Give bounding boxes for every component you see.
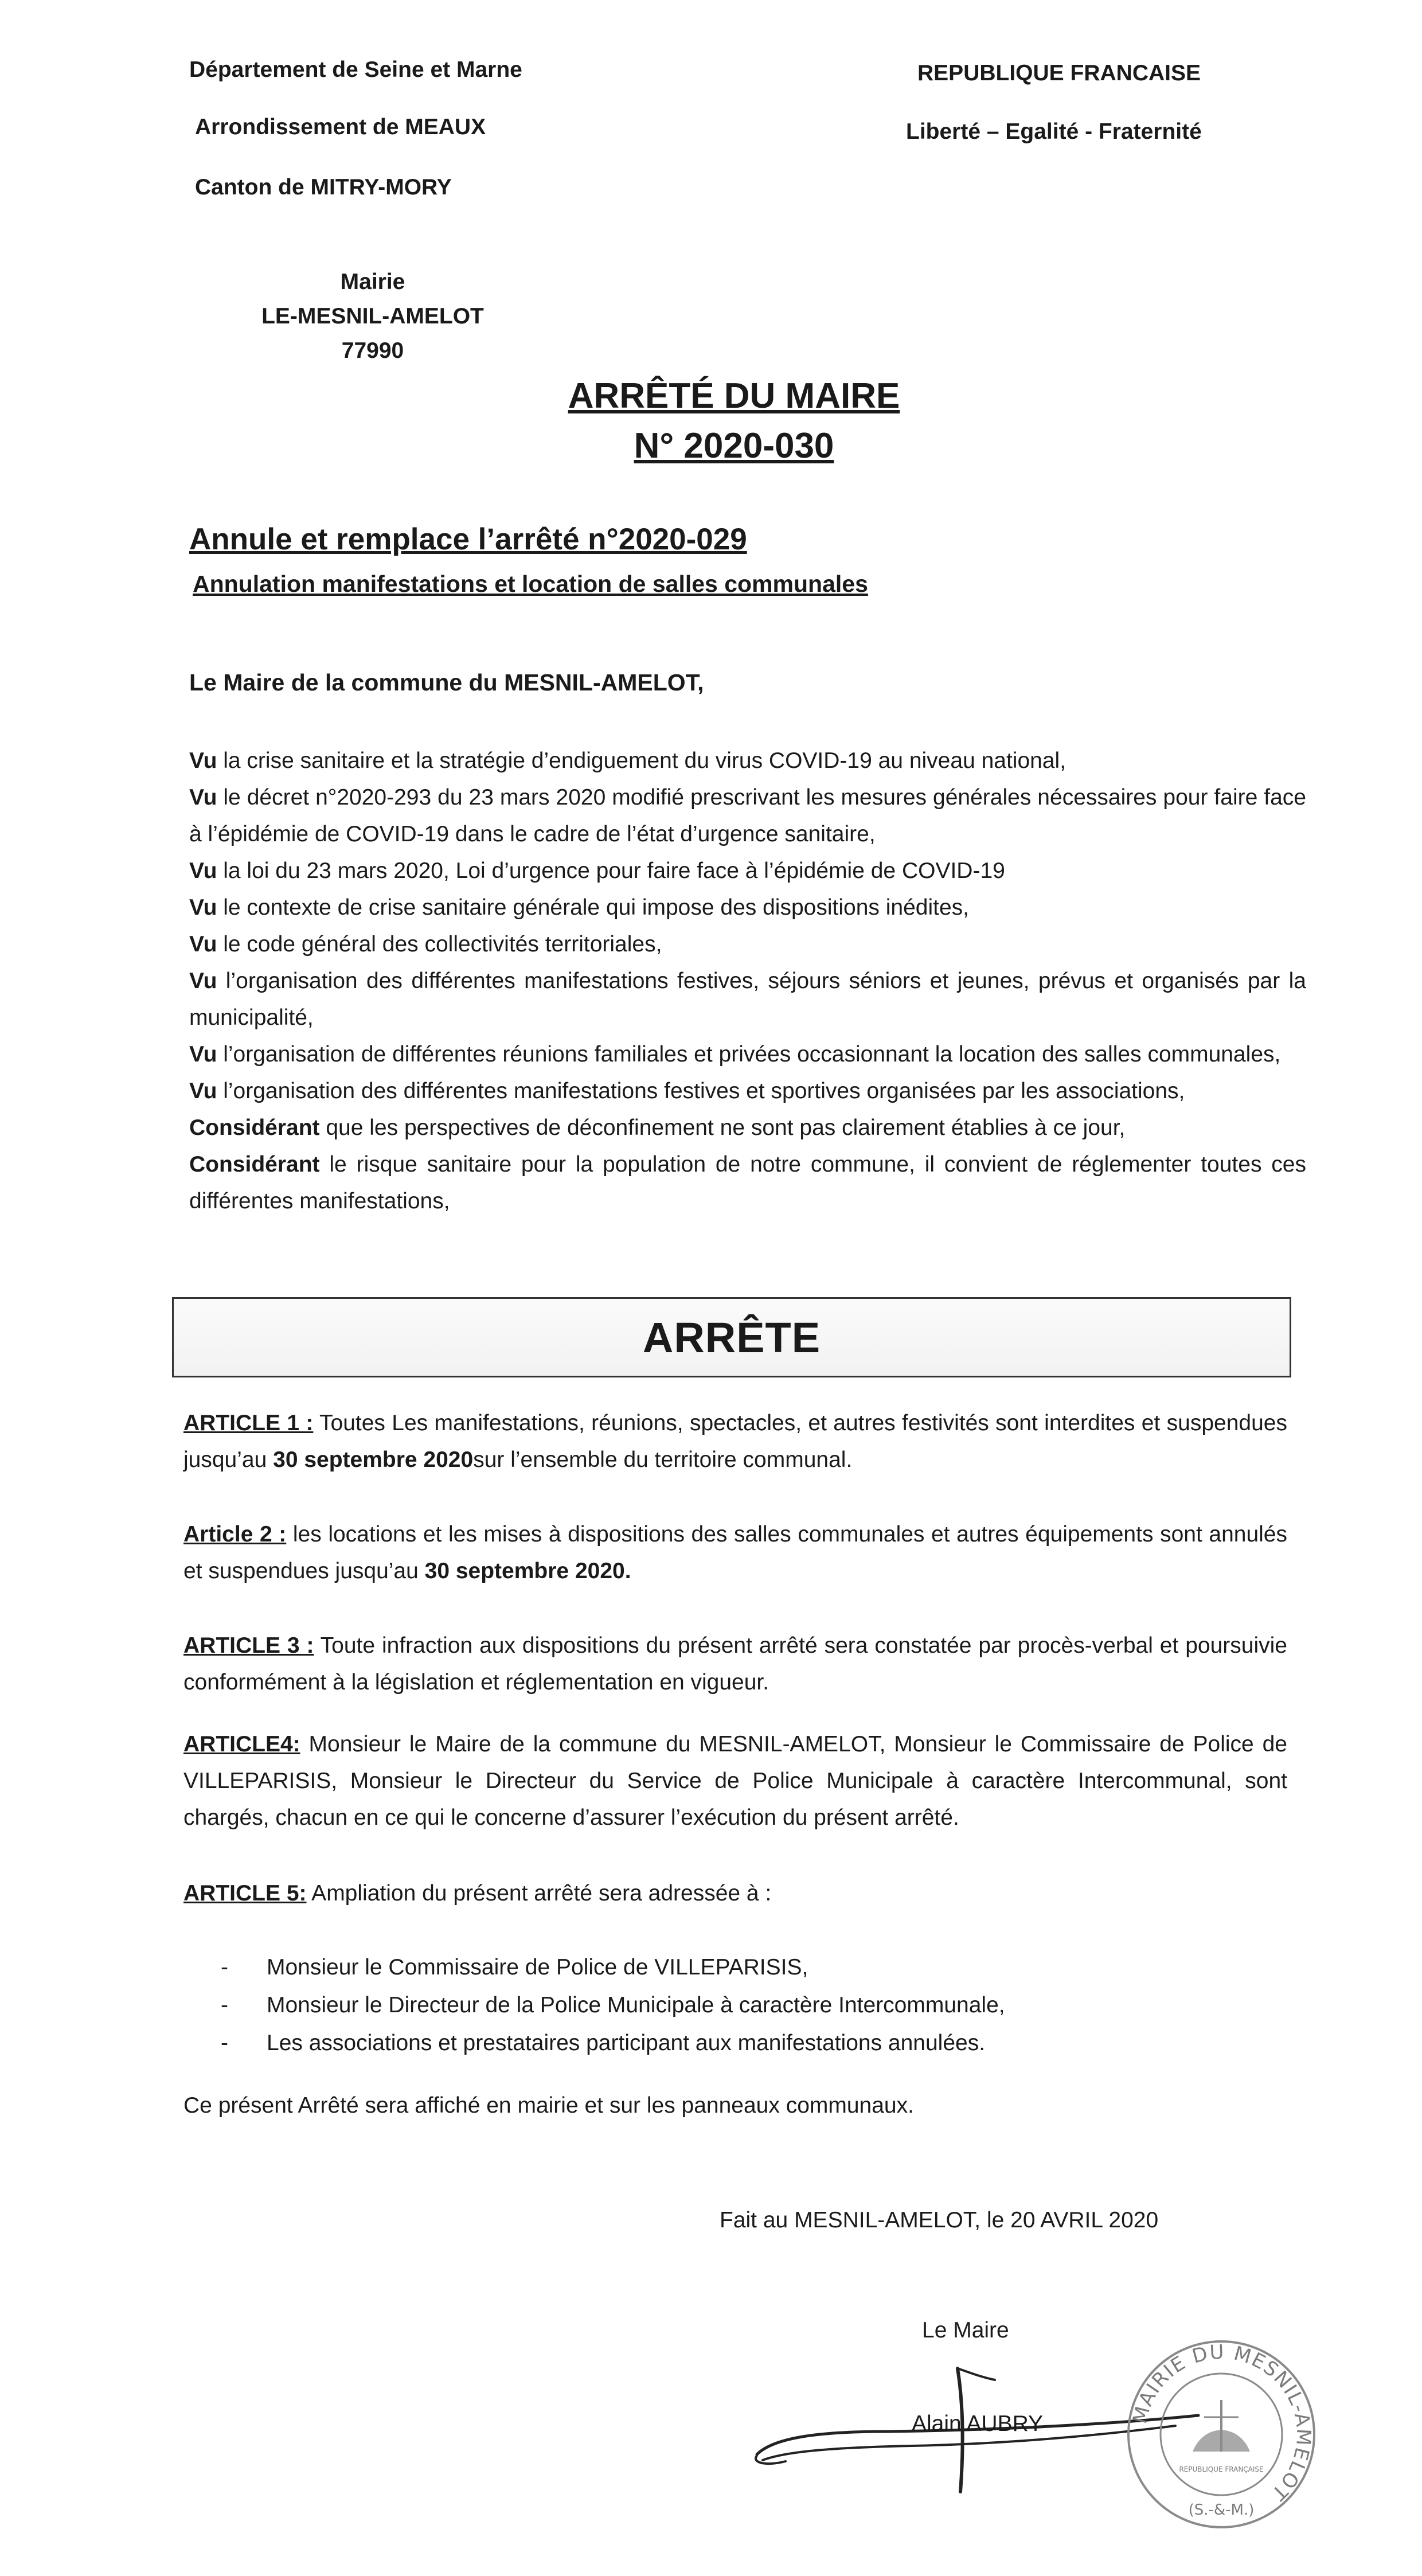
consideration-item: Vu l’organisation des différentes manifestations festives, séjours séniors et jeunes, prévus et organisés par la municipalité, <box>189 969 1306 1030</box>
signatory-name: Alain AUBRY <box>912 2411 1044 2436</box>
consideration-item: Vu l’organisation des différentes manifestations festives et sportives organisées par les associations, <box>189 1079 1185 1103</box>
article-1-text-end: sur l’ensemble du territoire communal. <box>473 1447 853 1472</box>
consideration-item: Vu l’organisation de différentes réunions familiales et privées occasionnant la location des salles communales, <box>189 1042 1281 1067</box>
consideration-item: Vu la loi du 23 mars 2020, Loi d’urgence pour faire face à l’épidémie de COVID-19 <box>189 858 1005 883</box>
article-5 <box>183 1875 1287 1912</box>
postcode-label: 77990 <box>341 338 404 363</box>
replaces-heading: Annule et remplace l’arrêté n°2020-029 <box>189 522 747 556</box>
svg-text:REPUBLIQUE FRANÇAISE: REPUBLIQUE FRANÇAISE <box>1179 2465 1264 2473</box>
article-3-label: ARTICLE 3 : <box>183 1633 314 1658</box>
signatory-role: Le Maire <box>922 2318 1009 2343</box>
document-number: N° 2020-030 <box>634 426 834 466</box>
official-stamp <box>1124 2337 1319 2532</box>
consideration-item: Considérant que les perspectives de déconfinement ne sont pas clairement établies à ce jour, <box>189 1115 1126 1140</box>
arrete-heading-box <box>172 1297 1291 1377</box>
recipients-list <box>221 1949 1253 2062</box>
canton-label: Canton de MITRY-MORY <box>195 175 452 200</box>
list-item: - Monsieur le Directeur de la Police Municipale à caractère Intercommunale, <box>221 1993 1005 2017</box>
article-5-text: Ampliation du présent arrêté sera adressée à : <box>306 1881 772 1906</box>
article-2-label: Article 2 : <box>183 1522 287 1547</box>
posting-notice: Ce présent Arrêté sera affiché en mairie et sur les panneaux communaux. <box>183 2093 914 2118</box>
article-3-text: Toute infraction aux dispositions du présent arrêté sera constatée par procès-verbal et poursuivie conformément à la législation et réglementation en vigueur. <box>183 1633 1287 1695</box>
consideration-item: Considérant le risque sanitaire pour la population de notre commune, il convient de réglementer toutes ces différentes manifestations, <box>189 1152 1306 1213</box>
intro-line: Le Maire de la commune du MESNIL-AMELOT, <box>189 669 704 696</box>
department-label: Département de Seine et Marne <box>189 57 522 82</box>
consideration-item: Vu le décret n°2020-293 du 23 mars 2020 modifié prescrivant les mesures générales nécessaires pour faire face à l’épidémie de COVID-19 dans le cadre de l’état d’urgence sanitaire, <box>189 785 1306 846</box>
commune-label: LE-MESNIL-AMELOT <box>261 304 484 329</box>
list-item: - Monsieur le Commissaire de Police de VILLEPARISIS, <box>221 1955 808 1980</box>
svg-text:(S.-&-M.): (S.-&-M.) <box>1188 2501 1255 2519</box>
article-1-date: 30 septembre 2020 <box>273 1447 474 1472</box>
consideration-item: Vu le code général des collectivités territoriales, <box>189 932 662 957</box>
article-2-text: les locations et les mises à dispositions des salles communales et autres équipements sont annulés et suspendues jusqu’au <box>183 1522 1287 1583</box>
list-item: - Les associations et prestataires participant aux manifestations annulées. <box>221 2031 986 2055</box>
svg-text:MAIRIE DU MESNIL-AMELOT: MAIRIE DU MESNIL-AMELOT <box>1128 2340 1315 2505</box>
subject-heading: Annulation manifestations et location de salles communales <box>193 571 868 597</box>
considerations-block <box>189 743 1306 1220</box>
article-4-label: ARTICLE4: <box>183 1732 300 1757</box>
article-1 <box>183 1405 1287 1478</box>
date-place-line: Fait au MESNIL-AMELOT, le 20 AVRIL 2020 <box>720 2208 1159 2232</box>
article-5-label: ARTICLE 5: <box>183 1881 307 1906</box>
consideration-item: Vu la crise sanitaire et la stratégie d’endiguement du virus COVID-19 au niveau national, <box>189 748 1066 773</box>
article-2 <box>183 1516 1287 1590</box>
article-2-date: 30 septembre 2020. <box>424 1559 631 1583</box>
article-1-label: ARTICLE 1 : <box>183 1411 314 1435</box>
motto-label: Liberté – Egalité - Fraternité <box>906 119 1202 144</box>
arrete-heading: ARRÊTE <box>642 1313 821 1361</box>
article-4-text: Monsieur le Maire de la commune du MESNIL-AMELOT, Monsieur le Commissaire de Police de VILLEPARISIS, Monsieur le Directeur du Service de Police Municipale à caractère Intercommunal, sont chargés, chacun en ce qui le concerne d’assurer l’exécution du présent arrêté. <box>183 1732 1287 1830</box>
article-3 <box>183 1627 1287 1701</box>
article-4 <box>183 1726 1287 1836</box>
arrondissement-label: Arrondissement de MEAUX <box>195 115 486 139</box>
mairie-label: Mairie <box>340 270 405 294</box>
document-title: ARRÊTÉ DU MAIRE <box>568 376 900 416</box>
article-1-text: Toutes Les manifestations, réunions, spectacles, et autres festivités sont interdites et suspendues jusqu’au <box>183 1411 1287 1472</box>
republic-label: REPUBLIQUE FRANCAISE <box>917 61 1201 85</box>
consideration-item: Vu le contexte de crise sanitaire générale qui impose des dispositions inédites, <box>189 895 969 920</box>
